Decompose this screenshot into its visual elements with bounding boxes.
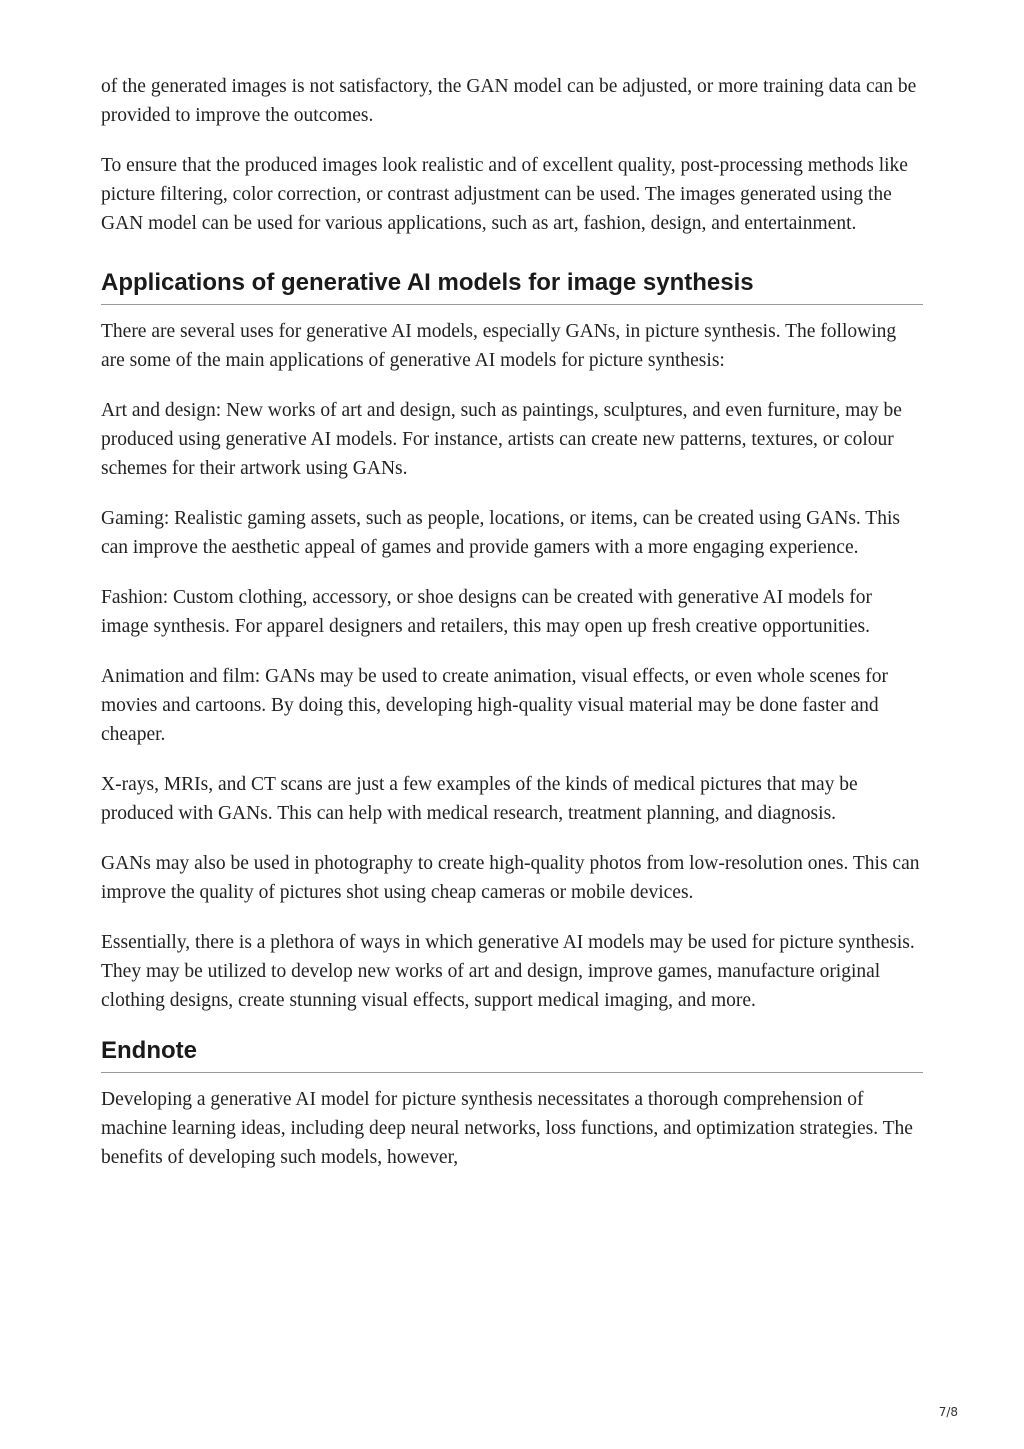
- document-page: [101, 72, 923, 1193]
- applications-paragraph-medical: X-rays, MRIs, and CT scans are just a few examples of the kinds of medical pictures that may be produced with GANs. This can help with medical research, treatment planning, and diagnosis.: [101, 774, 858, 824]
- applications-heading: Applications of generative AI models for image synthesis: [101, 268, 923, 305]
- page-number: 7/8: [938, 1405, 958, 1419]
- intro-paragraph-1: of the generated images is not satisfactory, the GAN model can be adjusted, or more training data can be provided to improve the outcomes.: [101, 76, 917, 126]
- applications-paragraph-summary: Essentially, there is a plethora of ways in which generative AI models may be used for picture synthesis. They may be utilized to develop new works of art and design, improve games, manufacture original clothing designs, create stunning visual effects, support medical imaging, and more.: [101, 932, 915, 1011]
- intro-paragraph-2: To ensure that the produced images look realistic and of excellent quality, post-processing methods like picture filtering, color correction, or contrast adjustment can be used. The images generated using the GAN model can be used for various applications, such as art, fashion, design, and entertainment.: [101, 155, 908, 234]
- applications-paragraph-animation-film: Animation and film: GANs may be used to create animation, visual effects, or even whole scenes for movies and cartoons. By doing this, developing high-quality visual material may be done faster and cheaper.: [101, 666, 888, 745]
- applications-paragraph-gaming: Gaming: Realistic gaming assets, such as people, locations, or items, can be created using GANs. This can improve the aesthetic appeal of games and provide gamers with a more engaging experience.: [101, 508, 900, 558]
- applications-paragraph-intro: There are several uses for generative AI models, especially GANs, in picture synthesis. The following are some of the main applications of generative AI models for picture synthesis:: [101, 321, 897, 371]
- applications-paragraph-fashion: Fashion: Custom clothing, accessory, or shoe designs can be created with generative AI models for image synthesis. For apparel designers and retailers, this may open up fresh creative opportunities.: [101, 587, 872, 637]
- endnote-heading: Endnote: [101, 1036, 923, 1073]
- endnote-paragraph: Developing a generative AI model for picture synthesis necessitates a thorough comprehension of machine learning ideas, including deep neural networks, loss functions, and optimization strategies. The benefits of developing such models, however,: [101, 1089, 913, 1168]
- applications-paragraph-photography: GANs may also be used in photography to create high-quality photos from low-resolution ones. This can improve the quality of pictures shot using cheap cameras or mobile devices.: [101, 853, 920, 903]
- applications-paragraph-art-design: Art and design: New works of art and design, such as paintings, sculptures, and even furniture, may be produced using generative AI models. For instance, artists can create new patterns, textures, or colour schemes for their artwork using GANs.: [101, 400, 902, 479]
